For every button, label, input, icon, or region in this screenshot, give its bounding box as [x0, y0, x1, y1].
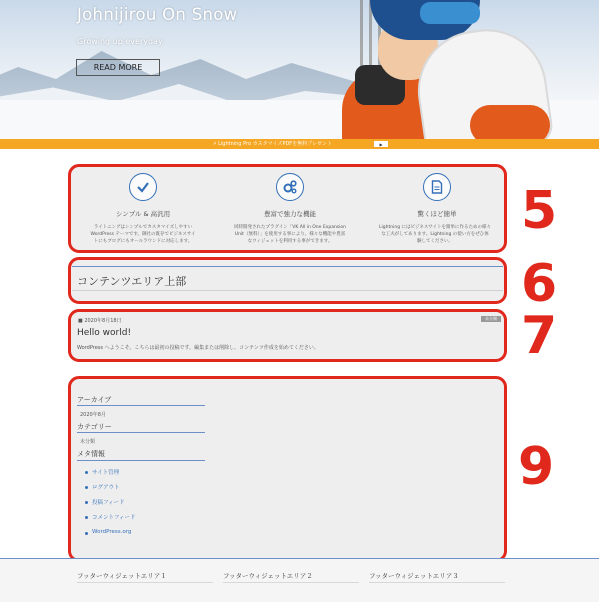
section-number-6: 6: [521, 254, 558, 314]
meta-link-site-admin[interactable]: サイト管理: [92, 470, 120, 476]
read-more-button[interactable]: READ MORE: [76, 59, 160, 76]
footer-widget-underline: [77, 582, 213, 583]
feature-desc-line: WordPress テーマです。御社の既存でビジネスサイ: [90, 232, 196, 237]
content-area-divider: [72, 290, 503, 291]
meta-link-posts-feed[interactable]: 投稿フィード: [92, 500, 125, 506]
footer: [0, 559, 599, 602]
meta-widget-title: メタ情報: [77, 450, 105, 458]
category-widget-title: カテゴリー: [77, 423, 112, 431]
document-icon: [423, 173, 451, 201]
archive-widget-title: アーカイブ: [77, 396, 112, 404]
highlight-box-widgets: [68, 376, 507, 562]
list-bullet: [85, 486, 88, 489]
feature-desc-line: Unit（無料）」を使用する事により、様々な機能や豊富: [234, 232, 346, 237]
feature-desc-line: 験してください。: [417, 239, 453, 244]
feature-desc-line: ライトニングはシンプルでカスタマイズしやすい: [93, 225, 193, 230]
meta-link-wordpress-org[interactable]: WordPress.org: [92, 529, 132, 535]
post-title[interactable]: Hello world!: [77, 328, 132, 338]
footer-widget-area-3: フッターウィジェットエリア３: [369, 572, 459, 580]
meta-link-comments-feed[interactable]: コメントフィード: [92, 515, 136, 521]
promo-button[interactable]: ▶: [374, 141, 388, 147]
footer-widget-area-1: フッターウィジェットエリア１: [77, 572, 167, 580]
post-excerpt: WordPress へようこそ。こちらは最初の投稿です。編集または削除し、コンテンツ作成を始めてください。: [77, 345, 319, 351]
section-number-7: 7: [521, 306, 558, 366]
feature-desc-line: なウィジェットを利用する事ができます。: [247, 239, 333, 244]
widget-title-underline: [77, 405, 205, 406]
feature-description: [367, 224, 503, 245]
footer-widget-underline: [223, 582, 359, 583]
widget-title-underline: [77, 432, 205, 433]
post-category-badge[interactable]: 未分類: [481, 316, 501, 322]
child-sleeve: [470, 105, 550, 139]
section-number-9: 9: [518, 437, 555, 497]
footer-widget-area-2: フッターウィジェットエリア２: [223, 572, 313, 580]
list-bullet: [85, 516, 88, 519]
hero-title: Johnijirou On Snow: [77, 5, 238, 24]
hero-subtitle: Growing up everyday: [77, 37, 163, 46]
feature-desc-line: 同時開発されたプラグイン「VK All in One Expansion: [233, 225, 347, 230]
list-bullet: [85, 471, 88, 474]
gears-icon: [276, 173, 304, 201]
post-date: ■ 2020年8月18日: [78, 318, 122, 324]
archive-item[interactable]: 2020年8月: [80, 412, 106, 418]
content-area-title: コンテンツエリア上部: [77, 275, 187, 288]
feature-title: 驚くほど簡単: [417, 210, 457, 218]
promo-text[interactable]: ⚡ Lightning Pro カスタマイズPDFを無料プレゼント: [213, 141, 332, 147]
content-area-top-border: [72, 266, 503, 267]
child-goggles: [420, 2, 480, 24]
section-number-5: 5: [521, 181, 558, 241]
feature-description: [218, 224, 362, 245]
list-bullet: [85, 532, 88, 535]
widget-title-underline: [77, 460, 205, 461]
check-icon: [129, 173, 157, 201]
feature-desc-line: Lightning にはビジネスサイトを簡単に作るための様々: [379, 225, 491, 230]
feature-title: 豊富で強力な機能: [264, 210, 316, 218]
feature-desc-line: トにもブログにもオールラウンドに対応します。: [93, 239, 193, 244]
feature-desc-line: な工夫がしてあります。Lightning の使い方をぜひ体: [381, 232, 489, 237]
meta-link-logout[interactable]: ログアウト: [92, 485, 120, 491]
category-item[interactable]: 未分類: [80, 439, 96, 445]
highlight-box-post: [68, 309, 507, 362]
feature-title: シンプル & 高汎用: [115, 210, 171, 218]
list-bullet: [85, 501, 88, 504]
footer-widget-underline: [369, 582, 505, 583]
feature-description: [78, 224, 208, 245]
